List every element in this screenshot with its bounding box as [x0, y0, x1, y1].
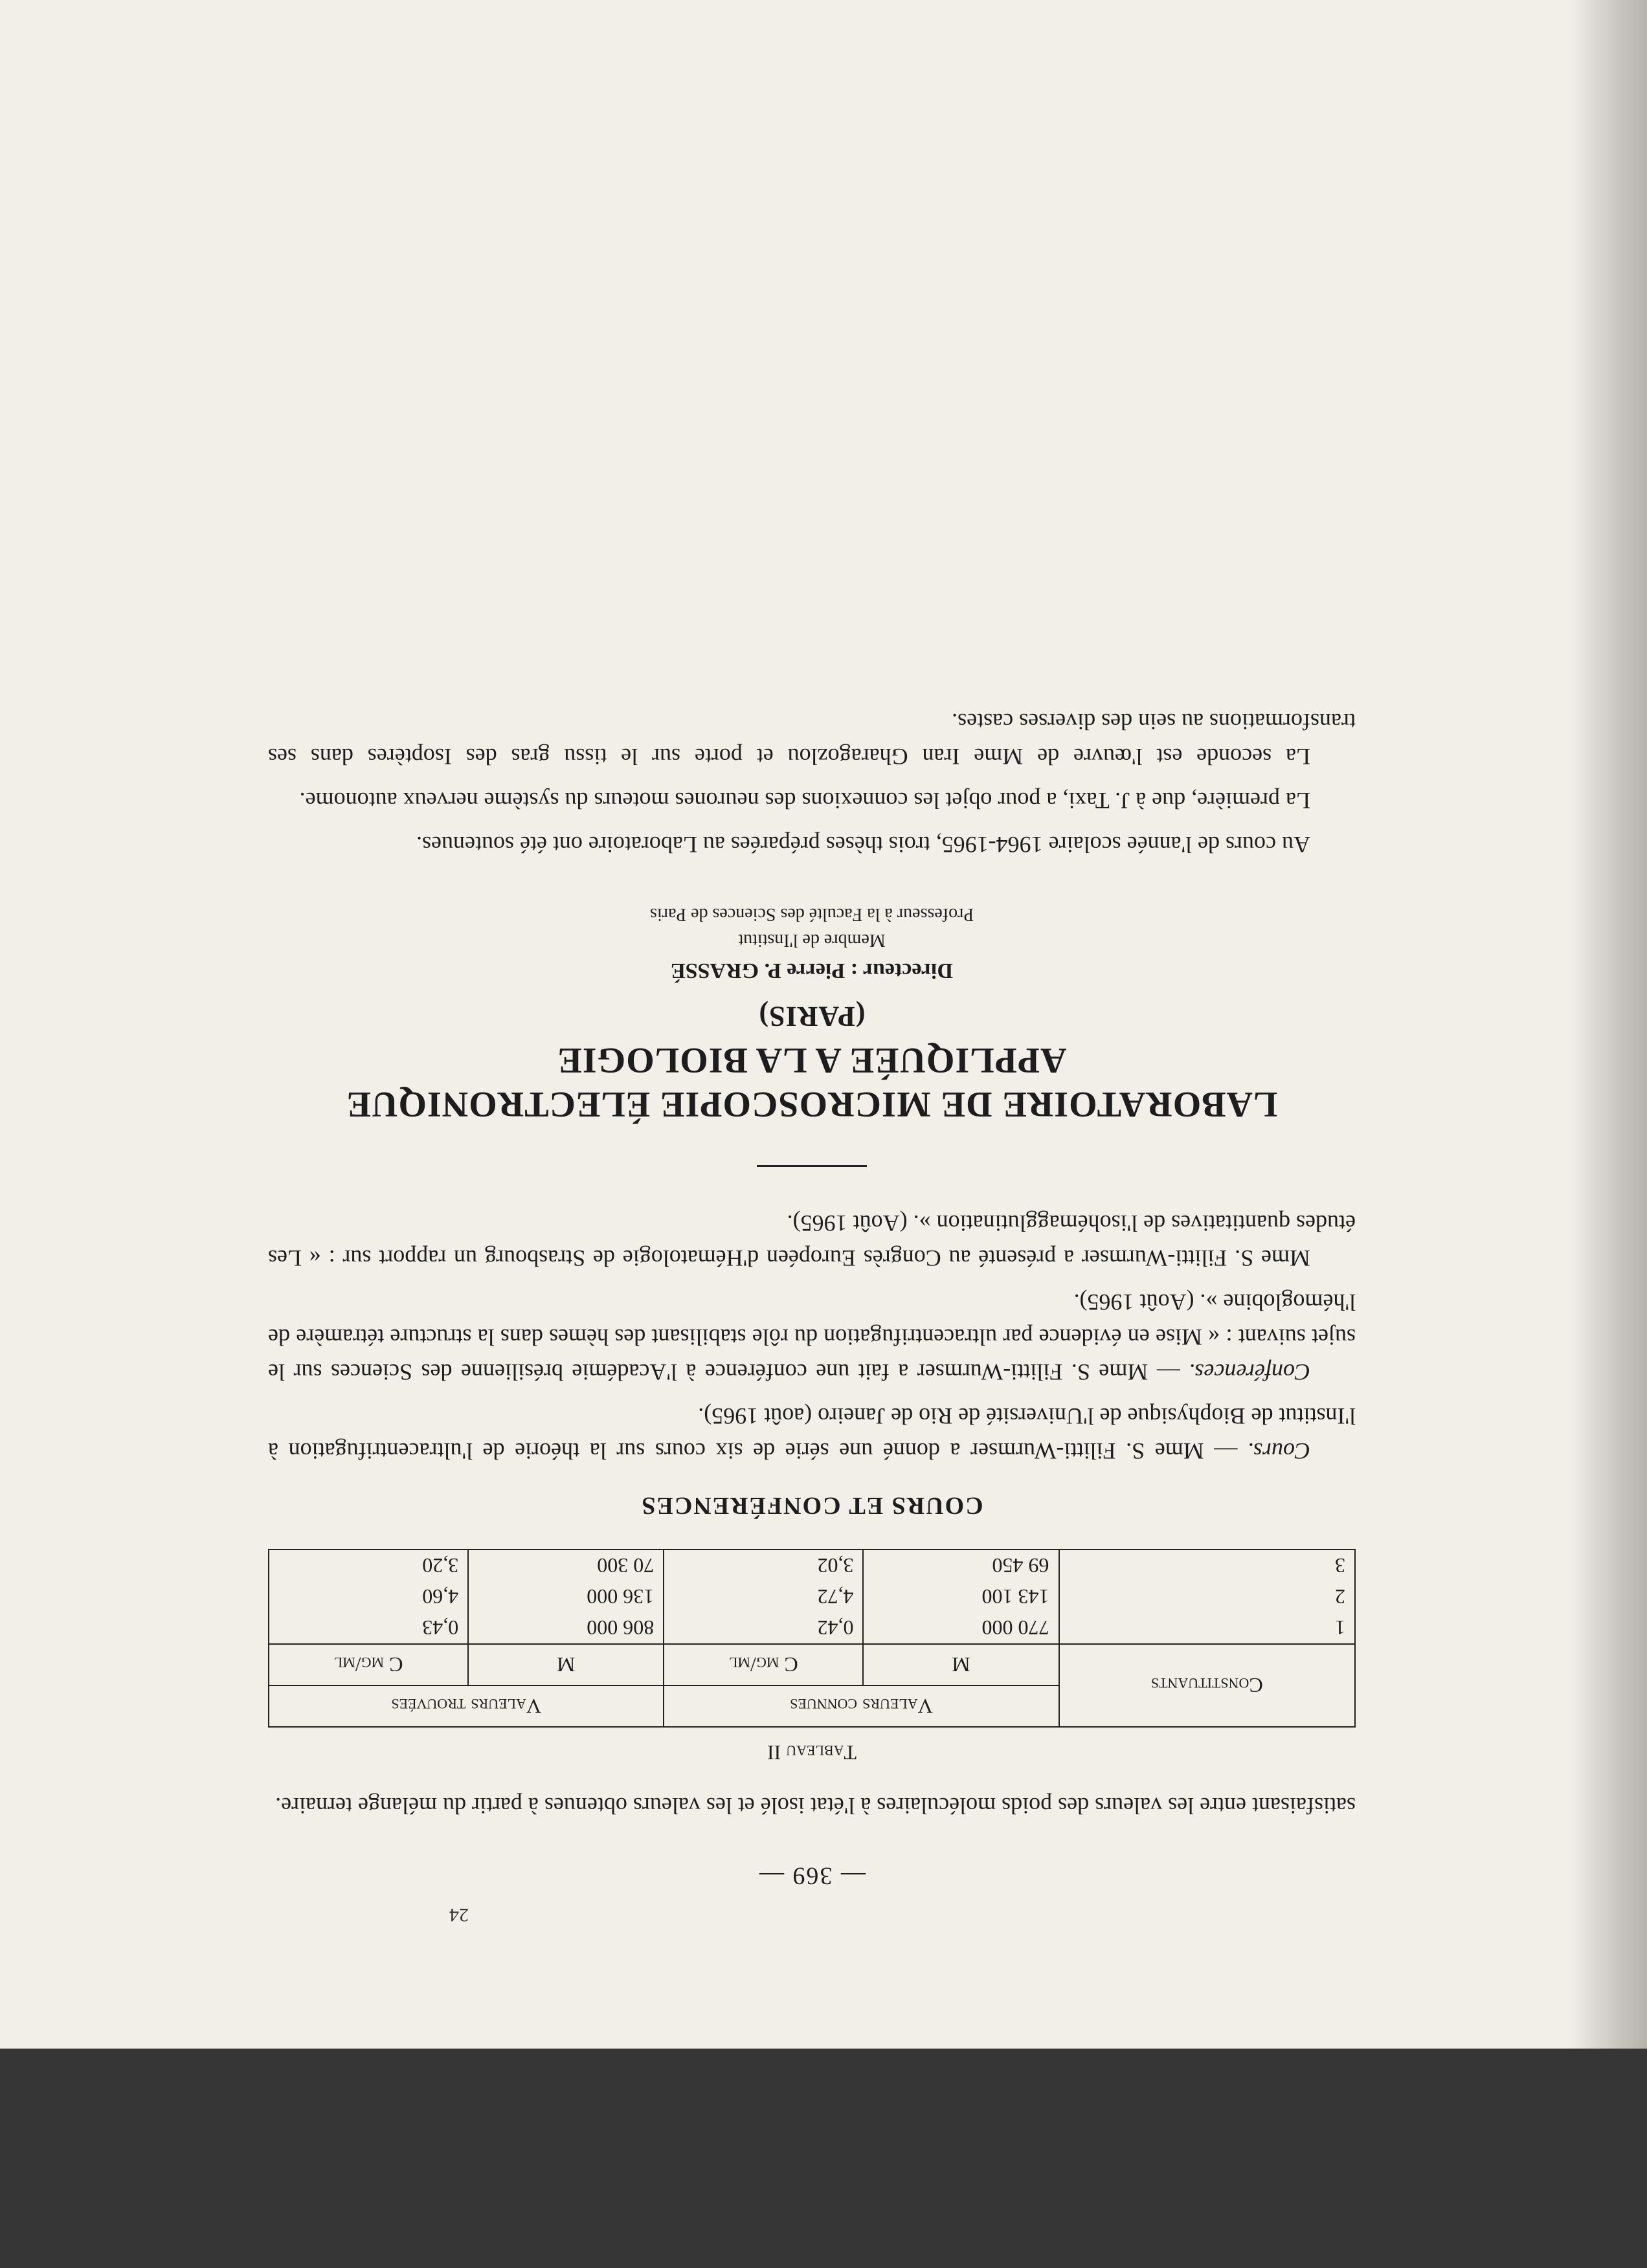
cell-known-c: 4,72 — [664, 1581, 863, 1612]
theses-paragraph-1: Au cours de l'année scolaire 1964-1965, trois thèses préparées au Laboratoire ont été soutenues. — [416, 832, 1310, 858]
intro-paragraph: satisfaisant entre les valeurs des poids moléculaires à l'état isolé et les valeurs obtenues à partir du mélange ternaire. — [275, 1793, 1356, 1819]
subheader-found-m: M — [468, 1644, 664, 1685]
cell-found-c: 0,43 — [269, 1612, 468, 1644]
cours-paragraph — [268, 1399, 1356, 1469]
theses-paragraph-3: La seconde est l'œuvre de Mme Iran Gharagozlou et porte sur le tissu gras des Isoptères dans ses transformations au sein des diverses castes. — [268, 709, 1356, 770]
table-row — [269, 1550, 1355, 1581]
lab-city: (PARIS) — [758, 1001, 866, 1032]
cell-found-c: 4,60 — [269, 1581, 468, 1612]
director-role-2: Professeur à la Faculté des Sciences de Paris — [650, 904, 974, 924]
page-text-block — [268, 695, 1356, 1893]
cell-known-m: 69 450 — [863, 1550, 1059, 1581]
cours-label: Cours. — [1247, 1438, 1310, 1464]
lab-director: Directeur : Pierre P. GRASSÉ — [671, 959, 953, 983]
lab-title-line2: APPLIQUÉE A LA BIOLOGIE — [557, 1040, 1067, 1080]
cell-known-c: 3,02 — [664, 1550, 863, 1581]
subheader-known-c: C mg/ml — [664, 1644, 863, 1685]
table-row — [269, 1581, 1355, 1612]
lab-title-line1: LABORATOIRE DE MICROSCOPIE ÉLECTRONIQUE — [346, 1084, 1278, 1124]
section-title-cours: COURS ET CONFÉRENCES — [640, 1492, 983, 1519]
cell-known-c: 0,42 — [664, 1612, 863, 1644]
section-divider — [757, 1165, 867, 1167]
header-constituants: Constituants — [1059, 1644, 1355, 1727]
header-valeurs-trouvees: Valeurs trouvées — [269, 1685, 664, 1727]
cell-constituant: 1 — [1059, 1612, 1355, 1644]
table-title: Tableau II — [767, 1741, 857, 1764]
page-number: — 369 — — [758, 1862, 866, 1889]
cell-constituant: 3 — [1059, 1550, 1355, 1581]
table-row — [269, 1612, 1355, 1644]
conferences-text: — Mme S. Filitti-Wurmser a fait une conférence à l'Académie brésilienne des Sciences sur le sujet suivant : « Mise en évidence par ultracentrifugation du rôle stabilisant des hèmes dans la structure tétramère de l'hémoglobine ». (Août 1965). — [267, 1289, 1356, 1385]
director-role-1: Membre de l'Institut — [738, 930, 886, 950]
theses-paragraph-2: La première, due à J. Taxi, a pour objet les connexions des neurones moteurs du système nerveux autonome. — [299, 788, 1310, 814]
running-number: 24 — [449, 1904, 469, 1926]
subheader-found-c: C mg/ml — [269, 1644, 468, 1685]
conferences-label: Conférences. — [1189, 1359, 1310, 1385]
header-valeurs-connues: Valeurs connues — [664, 1685, 1059, 1727]
subheader-known-m: M — [863, 1644, 1059, 1685]
scanner-background — [0, 2049, 1647, 2268]
values-table — [268, 1549, 1356, 1728]
congres-paragraph: Mme S. Filitti-Wurmser a présenté au Congrès Européen d'Hématologie de Strasbourg un rapport sur : « Les études quantitatives de l'isohémagglutination ». (Août 1965). — [268, 1210, 1356, 1271]
cell-known-m: 770 000 — [863, 1612, 1059, 1644]
cell-constituant: 2 — [1059, 1581, 1355, 1612]
cell-found-m: 70 300 — [468, 1550, 664, 1581]
cours-text: — Mme S. Filitti-Wurmser a donné une série de six cours sur la théorie de l'ultracentrifugation à l'Institut de Biophysique de l'Université de Rio de Janeiro (août 1965). — [268, 1403, 1356, 1464]
cell-known-m: 143 100 — [863, 1581, 1059, 1612]
cell-found-m: 806 000 — [468, 1612, 664, 1644]
cell-found-m: 136 000 — [468, 1581, 664, 1612]
conferences-paragraph — [268, 1285, 1356, 1390]
cell-found-c: 3,20 — [269, 1550, 468, 1581]
